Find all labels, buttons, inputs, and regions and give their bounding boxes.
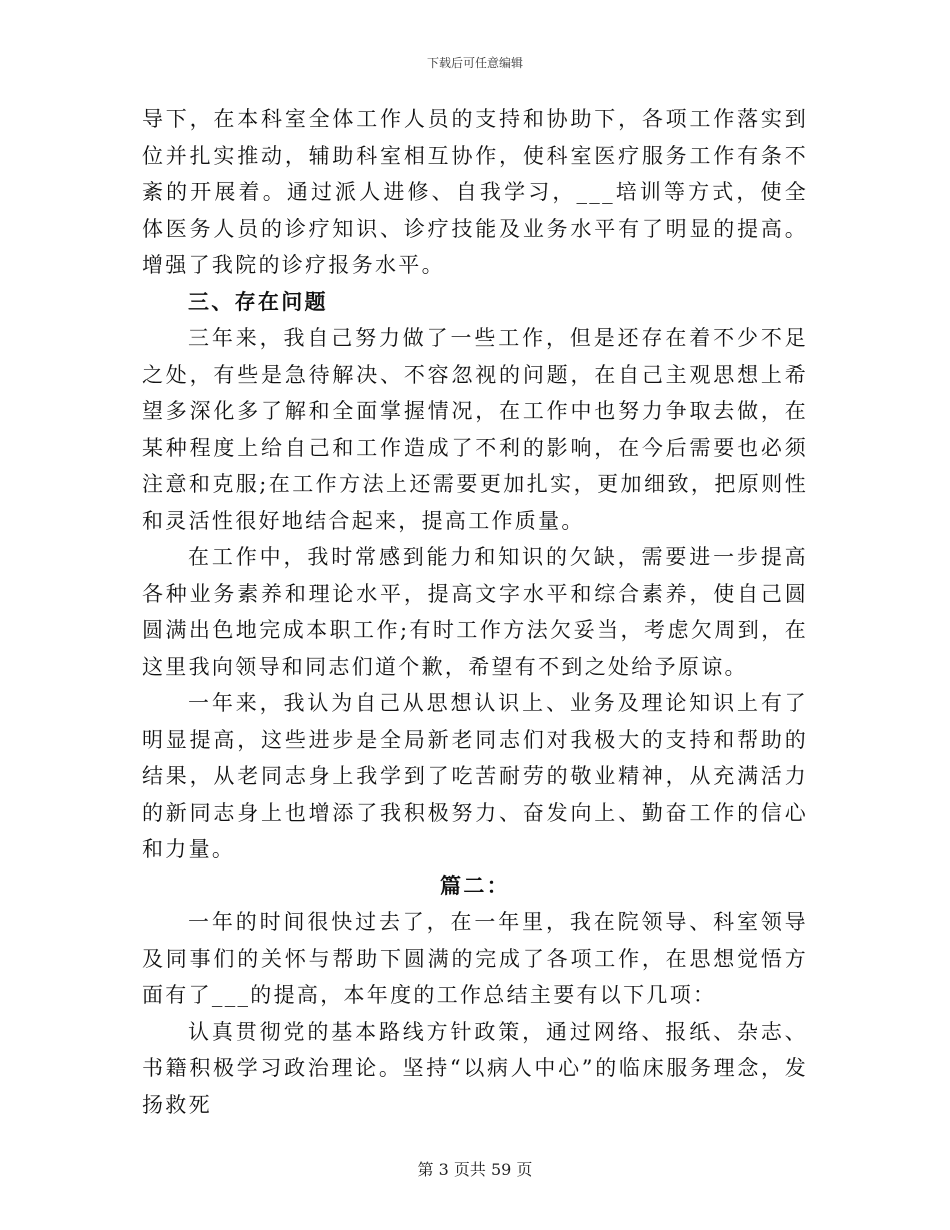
paragraph: 在工作中，我时常感到能力和知识的欠缺，需要进一步提高各种业务素养和理论水平，提高文字水平和综合素养，使自己圆圆满出色地完成本职工作;有时工作方法欠妥当，考虑欠周到，在这里我向领导和同志们道个歉，希望有不到之处给予原谅。 — [142, 545, 808, 679]
page-number: 第 3 页共 59 页 — [417, 1160, 533, 1179]
paragraph: 一年来，我认为自己从思想认识上、业务及理论知识上有了明显提高，这些进步是全局新老同志们对我极大的支持和帮助的结果，从老同志身上我学到了吃苦耐劳的敬业精神，从充满活力的新同志身上也增添了我积极努力、奋发向上、勤奋工作的信心和力量。 — [142, 691, 808, 861]
paragraph: 导下，在本科室全体工作人员的支持和协助下，各项工作落实到位并扎实推动，辅助科室相互协作，使科室医疗服务工作有条不紊的开展着。通过派人进修、自我学习，___培训等方式，使全体医务人员的诊疗知识、诊疗技能及业务水平有了明显的提高。增强了我院的诊疗报务水平。 — [142, 107, 808, 277]
part-heading: 篇二： — [440, 872, 510, 898]
section-heading: 三、存在问题 — [188, 288, 328, 314]
paragraph: 认真贯彻党的基本路线方针政策，通过网络、报纸、杂志、书籍积极学习政治理论。坚持“以病人中心”的临床服务理念，发扬救死 — [142, 1019, 808, 1117]
page-header-note: 下载后可任意编辑 — [426, 56, 523, 70]
paragraph: 一年的时间很快过去了，在一年里，我在院领导、科室领导及同事们的关怀与帮助下圆满的完成了各项工作，在思想觉悟方面有了___的提高，本年度的工作总结主要有以下几项： — [142, 910, 808, 1007]
document-body — [142, 101, 808, 1123]
paragraph: 三年来，我自己努力做了一些工作，但是还存在着不少不足之处，有些是急待解决、不容忽视的问题，在自己主观思想上希望多深化多了解和全面掌握情况，在工作中也努力争取去做，在某种程度上给自己和工作造成了不利的影响，在今后需要也必须注意和克服;在工作方法上还需要更加扎实，更加细致，把原则性和灵活性很好地结合起来，提高工作质量。 — [142, 326, 808, 533]
